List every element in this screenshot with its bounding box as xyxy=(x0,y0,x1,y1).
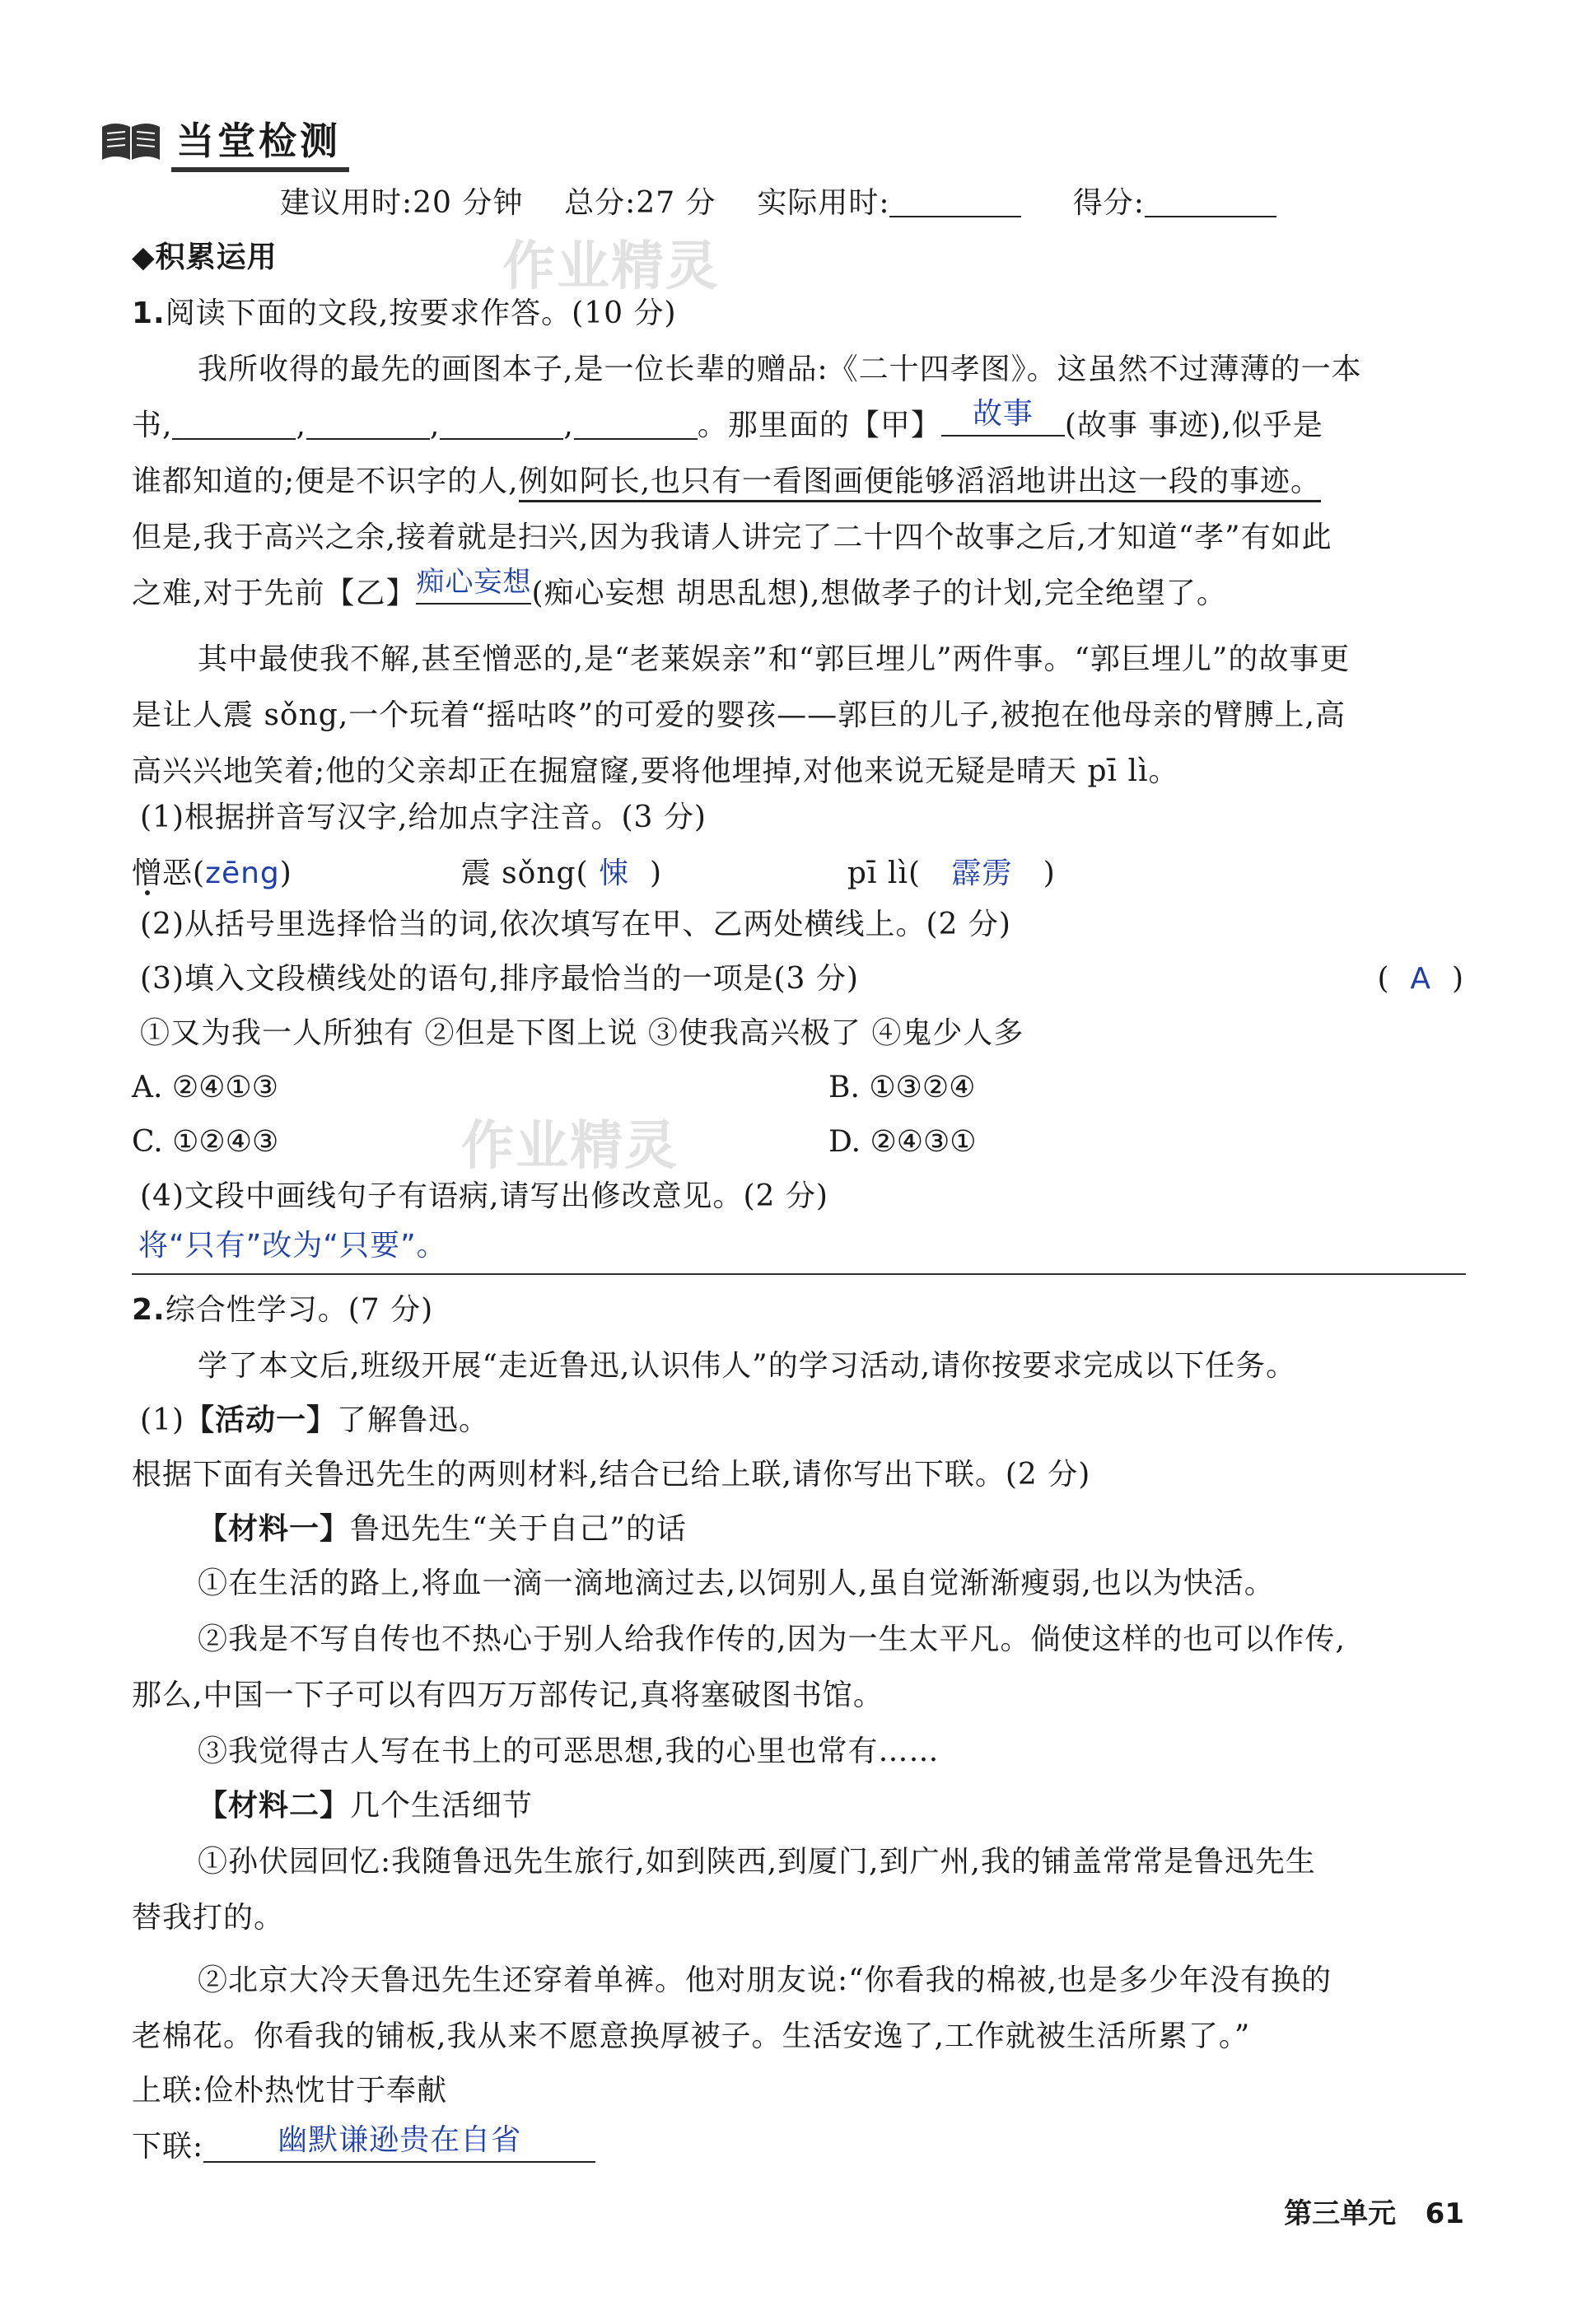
sub-question-3 xyxy=(132,959,1464,1000)
answer-yi[interactable]: 痴心妄想 xyxy=(416,562,531,605)
book-icon xyxy=(99,119,163,165)
question-text: 综合性学习。(7 分) xyxy=(165,1293,434,1327)
answer-song[interactable]: 悚 xyxy=(599,857,630,890)
text: ) xyxy=(1451,962,1464,996)
question-1-title xyxy=(132,293,1464,334)
sub-question-2: (2)从括号里选择恰当的词,依次填写在甲、乙两处横线上。(2 分) xyxy=(140,908,1011,941)
text: 几个生活细节 xyxy=(350,1789,534,1823)
question-number: 1. xyxy=(132,296,166,330)
question-number: 2. xyxy=(132,1293,166,1327)
text: 鲁迅先生“关于自己”的话 xyxy=(350,1512,687,1546)
watermark: 作业精灵 xyxy=(502,236,720,297)
score-label: 得分: xyxy=(1072,186,1145,220)
sentence-items: ①又为我一人所独有 ②但是下图上说 ③使我高兴极了 ④鬼少人多 xyxy=(140,1016,1024,1050)
blank-2[interactable] xyxy=(306,409,430,440)
material-label: 【材料二】 xyxy=(198,1789,351,1823)
text: ) xyxy=(279,857,292,890)
text: ) xyxy=(649,857,663,890)
answer-zeng[interactable]: zēng xyxy=(205,857,280,890)
material-label: 【材料一】 xyxy=(198,1512,351,1546)
text: , xyxy=(296,409,306,442)
section-header xyxy=(99,114,349,170)
section-title: 当堂检测 xyxy=(171,111,349,172)
activity-label: 【活动一】 xyxy=(184,1403,338,1437)
passage-line: 高兴兴地笑着;他的父亲却正在掘窟窿,要将他埋掉,对他来说无疑是晴天 pī lì。 xyxy=(132,754,1179,788)
option-b[interactable]: B. ①③②④ xyxy=(828,1071,976,1104)
question-2-title xyxy=(132,1290,1464,1331)
answer-bracket xyxy=(1377,959,1464,1000)
total-score: 总分:27 分 xyxy=(564,186,716,220)
passage-line: 我所收得的最先的画图本子,是一位长辈的赠品:《二十四孝图》。这虽然不过薄薄的一本 xyxy=(198,352,1362,386)
upper-couplet-text: 俭朴热忱甘于奉献 xyxy=(203,2074,448,2108)
unit-label: 第三单元 xyxy=(1284,2197,1397,2230)
actual-time-label: 实际用时: xyxy=(757,186,890,220)
text: 恶( xyxy=(162,857,206,890)
blank-1[interactable] xyxy=(172,409,296,440)
intro-text: 学了本文后,班级开展“走近鲁迅,认识伟人”的学习活动,请你按要求完成以下任务。 xyxy=(198,1349,1297,1383)
text: (3)填入文段横线处的语句,排序最恰当的一项是(3 分) xyxy=(140,962,859,996)
text: (1) xyxy=(140,1403,184,1437)
page-footer xyxy=(1284,2191,1464,2231)
lower-couplet xyxy=(132,2123,1464,2169)
material-line: ①孙伏园回忆:我随鲁迅先生旅行,如到陕西,到厦门,到广州,我的铺盖常常是鲁迅先生 xyxy=(198,1845,1316,1879)
text: (故事 事迹),似乎是 xyxy=(1064,409,1323,442)
suggest-time: 建议用时:20 分钟 xyxy=(280,186,524,220)
material-line: ③我觉得古人写在书上的可恶思想,我的心里也常有…… xyxy=(198,1734,940,1768)
answer-line xyxy=(132,1273,1466,1275)
material-line: ②北京大冷天鲁迅先生还穿着单裤。他对朋友说:“你看我的棉被,也是多少年没有换的 xyxy=(198,1963,1332,1997)
text: , xyxy=(563,409,574,442)
text: 震 sǒng( xyxy=(460,857,589,890)
text: 了解鲁迅。 xyxy=(337,1403,490,1437)
passage-line: 但是,我于高兴之余,接着就是扫兴,因为我请人讲完了二十四个故事之后,才知道“孝”有如此 xyxy=(132,521,1332,554)
answer-jia[interactable]: 故事 xyxy=(941,394,1065,437)
text: 。那里面的【甲】 xyxy=(697,409,941,442)
dotted-char: 憎 xyxy=(132,857,163,890)
blank-3[interactable] xyxy=(440,409,563,440)
underlined-sentence: 例如阿长,也只有一看图画便能够滔滔地讲出这一段的事迹。 xyxy=(519,465,1321,502)
passage-line: 是让人震 sǒng,一个玩着“摇咕咚”的可爱的婴孩——郭巨的儿子,被抱在他母亲的臂膊上,高 xyxy=(132,698,1346,732)
passage-line xyxy=(132,397,1464,448)
text: 之难,对于先前【乙】 xyxy=(132,577,417,610)
text: (痴心妄想 胡思乱想),想做孝子的计划,完全绝望了。 xyxy=(531,577,1227,610)
passage-line xyxy=(132,566,1464,616)
answer-pili[interactable]: 霹雳 xyxy=(951,857,1013,890)
material-line: ②我是不写自传也不热心于别人给我作传的,因为一生太平凡。倘使这样的也可以作传, xyxy=(198,1622,1346,1656)
material-line: 替我打的。 xyxy=(132,1901,285,1935)
option-d[interactable]: D. ②④③① xyxy=(828,1125,977,1159)
option-c[interactable]: C. ①②④③ xyxy=(132,1125,279,1159)
material-line: 老棉花。你看我的铺板,我从来不愿意换厚被子。生活安逸了,工作就被生活所累了。” xyxy=(132,2019,1251,2053)
text: ( xyxy=(1377,962,1390,996)
material-line: 那么,中国一下子可以有四万万部传记,真将塞破图书馆。 xyxy=(132,1678,884,1712)
watermark: 作业精灵 xyxy=(461,1116,679,1177)
actual-time-field[interactable] xyxy=(889,186,1021,217)
activity-requirement: 根据下面有关鲁迅先生的两则材料,结合已给上联,请你写出下联。(2 分) xyxy=(132,1458,1091,1492)
score-field[interactable] xyxy=(1145,186,1276,217)
text: 谁都知道的;便是不识字的人, xyxy=(132,465,519,498)
passage-line xyxy=(132,461,1464,502)
sub-question-1: (1)根据拼音写汉字,给加点字注音。(3 分) xyxy=(140,801,707,834)
section-label: ◆积累运用 xyxy=(132,240,278,274)
blank-4[interactable] xyxy=(574,409,698,440)
text: 下联: xyxy=(132,2130,204,2164)
material-line: ①在生活的路上,将血一滴一滴地滴过去,以饲别人,虽自觉渐渐瘦弱,也以为快活。 xyxy=(198,1566,1275,1600)
text: 上联: xyxy=(132,2074,204,2108)
question-text: 阅读下面的文段,按要求作答。(10 分) xyxy=(165,296,677,330)
lower-couplet-answer[interactable]: 幽默谦逊贵在自省 xyxy=(203,2120,595,2163)
text: 书, xyxy=(132,409,173,442)
sub-question-4: (4)文段中画线句子有语病,请写出修改意见。(2 分) xyxy=(140,1179,828,1213)
option-a[interactable]: A. ②④①③ xyxy=(132,1071,278,1104)
activity-1 xyxy=(132,1400,1464,1441)
text: , xyxy=(429,409,441,442)
page-number: 61 xyxy=(1425,2197,1464,2230)
text: pī lì( xyxy=(847,857,921,890)
upper-couplet xyxy=(132,2071,1464,2112)
text: ) xyxy=(1043,857,1056,890)
material-1-title xyxy=(132,1509,1464,1550)
answer-revision[interactable]: 将“只有”改为“只要”。 xyxy=(138,1229,447,1263)
pinyin-answers xyxy=(132,853,1464,894)
test-info xyxy=(280,183,1464,224)
answer-choice[interactable]: A xyxy=(1410,962,1432,996)
material-2-title xyxy=(132,1786,1464,1827)
passage-line: 其中最使我不解,甚至憎恶的,是“老莱娱亲”和“郭巨埋儿”两件事。“郭巨埋儿”的故事更 xyxy=(198,642,1351,676)
